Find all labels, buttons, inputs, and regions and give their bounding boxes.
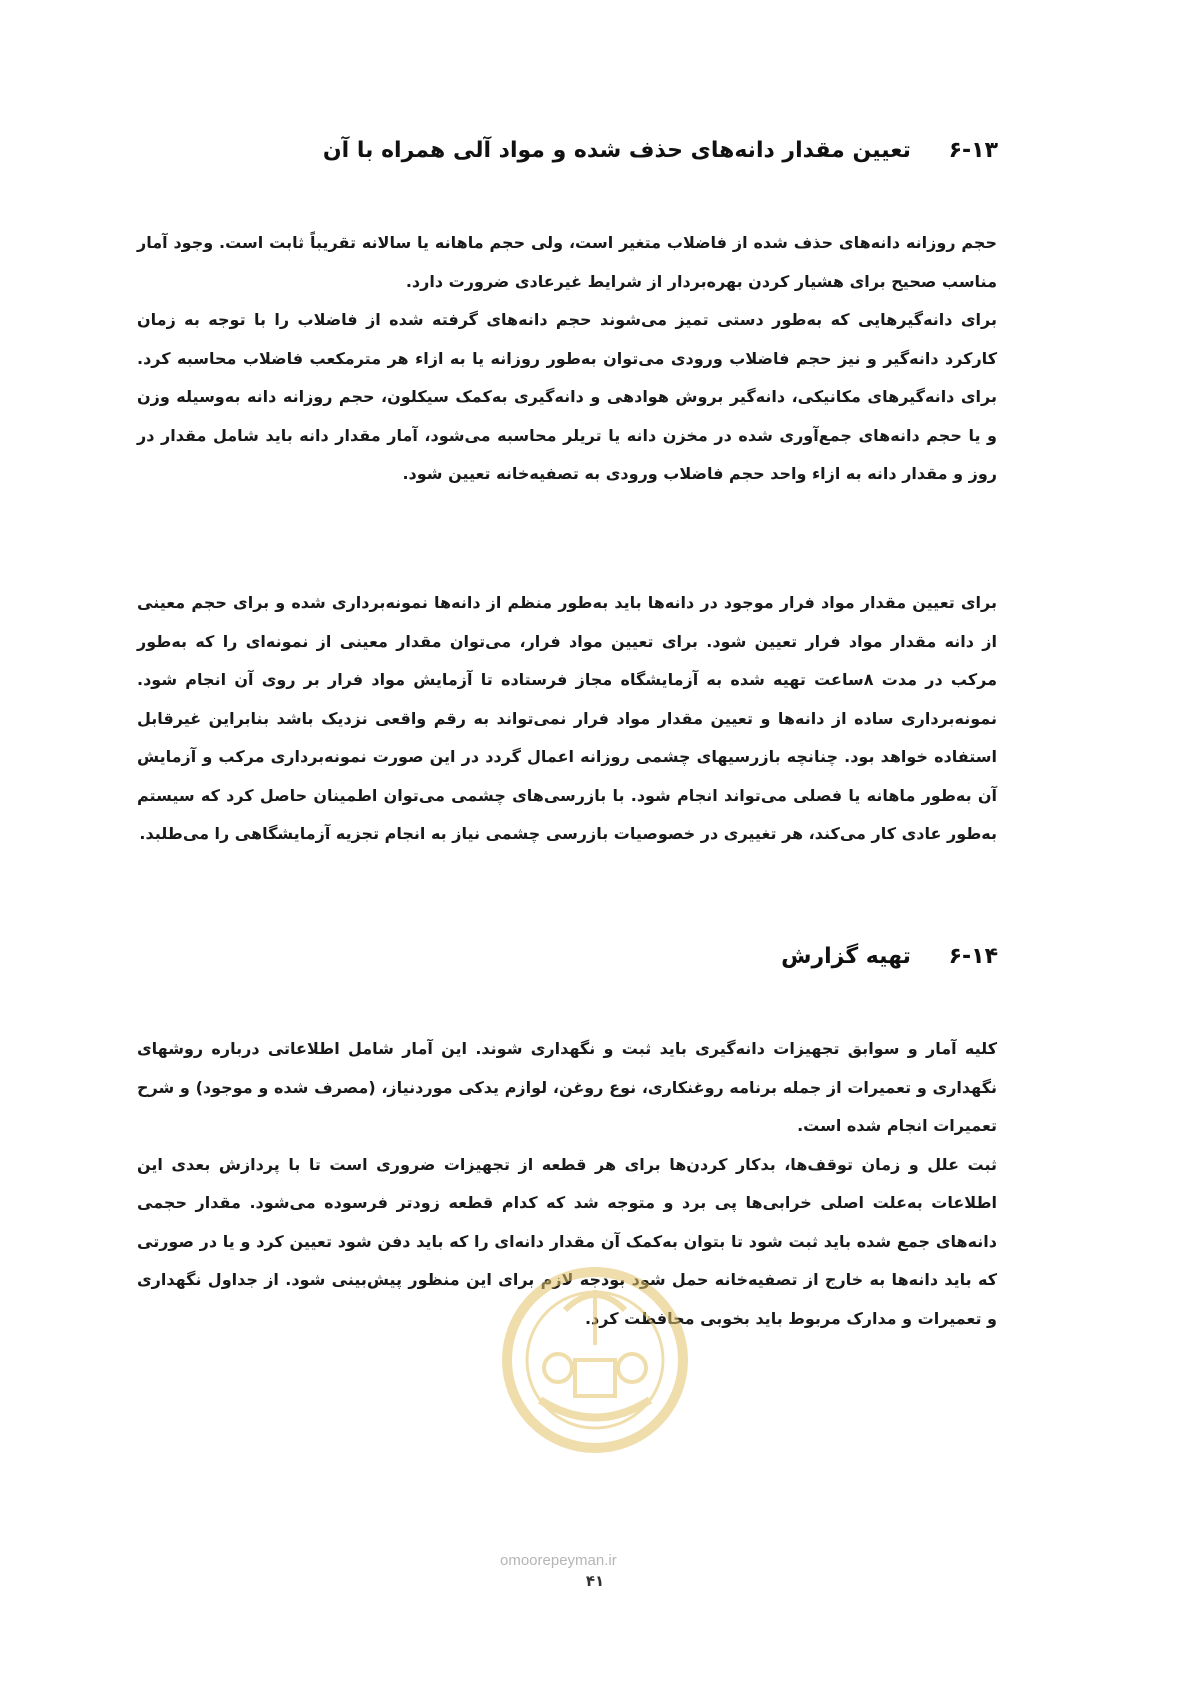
paragraph: برای دانه‌گیرهایی که به‌طور دستی تمیز می‌شوند حجم دانه‌های گرفته شده از فاضلاب را با توجه به زمان کارکرد دانه‌گیر و نیز حجم فاضلاب ورودی می‌توان به‌طور روزانه یا به ازاء هر مترمکعب فاضلاب محاسبه کرد. برای دانه‌گیرهای مکانیکی، دانه‌گیر بروش هوادهی و دانه‌گیری به‌کمک سیکلون، حجم روزانه دانه به‌وسیله وزن و یا حجم دانه‌های جمع‌آوری شده در مخزن دانه یا تریلر محاسبه می‌شود، آمار مقدار دانه باید شامل مقدار در روز و مقدار دانه به ازاء واحد حجم فاضلاب ورودی به تصفیه‌خانه تعیین شود. [137,310,997,483]
section-body [137,584,997,854]
section-number: ۶-۱۴ [948,944,998,969]
paragraph: حجم روزانه دانه‌های حذف شده از فاضلاب متغیر است، ولی حجم ماهانه یا سالانه تقریباً ثابت است. وجود آمار مناسب صحیح برای هشیار کردن بهره‌بردار از شرایط غیرعادی ضرورت دارد. [137,233,997,291]
section-title: تهیه گزارش [781,944,911,969]
section-heading [323,138,998,163]
paragraph: کلیه آمار و سوابق تجهیزات دانه‌گیری باید ثبت و نگهداری شوند. این آمار شامل اطلاعاتی درباره روشهای نگهداری و تعمیرات از جمله برنامه روغنکاری، نوع روغن، لوازم یدکی موردنیاز، (مصرف شده و موجود) و شرح تعمیرات انجام شده است. [137,1039,997,1135]
section-heading [781,944,998,969]
page-number: ۴۱ [585,1572,605,1590]
watermark-site-text: omoorepeyman.ir [500,1552,617,1569]
section-body [137,224,997,494]
section-number: ۶-۱۳ [948,138,998,163]
paragraph: برای تعیین مقدار مواد فرار موجود در دانه‌ها باید به‌طور منظم از دانه‌ها نمونه‌برداری شده و برای حجم معینی از دانه مقدار مواد فرار تعیین شود. برای تعیین مواد فرار، می‌توان مقدار معینی از نمونه‌ای را که به‌طور مرکب در مدت ۸ساعت تهیه شده به آزمایشگاه مجاز فرستاده تا آزمایش مواد فرار بر روی آن انجام شود. نمونه‌برداری ساده از دانه‌ها و تعیین مقدار مواد فرار نمی‌تواند به رقم واقعی نزدیک باشد بنابراین غیرقابل استفاده خواهد بود. چنانچه بازرسیهای چشمی روزانه اعمال گردد در این صورت نمونه‌برداری مرکب و آزمایش آن به‌طور ماهانه یا فصلی می‌تواند انجام شود. با بازرسی‌های چشمی می‌توان اطمینان حاصل کرد که سیستم به‌طور عادی کار می‌کند، هر تغییری در خصوصیات بازرسی چشمی نیاز به انجام تجزیه آزمایشگاهی را می‌طلبد. [137,593,998,843]
section-title: تعیین مقدار دانه‌های حذف شده و مواد آلی همراه با آن [322,138,911,163]
paragraph: ثبت علل و زمان توقف‌ها، بدکار کردن‌ها برای هر قطعه از تجهیزات ضروری است تا با پردازش بعدی این اطلاعات به‌علت اصلی خرابی‌ها پی برد و متوجه شد که کدام قطعه زودتر فرسوده می‌شود. مقدار حجمی دانه‌های جمع شده باید ثبت شود تا بتوان به‌کمک آن مقدار دانه‌ای را که باید دفن شود تعیین کرد و یا در صورتی که باید دانه‌ها به خارج از تصفیه‌خانه حمل شود بودجه لازم برای این منظور پیش‌بینی شود. از جداول نگهداری و تعمیرات و مدارک مربوط باید بخوبی محافظت کرد. [137,1154,997,1328]
watermark-logo-icon [480,1250,710,1470]
